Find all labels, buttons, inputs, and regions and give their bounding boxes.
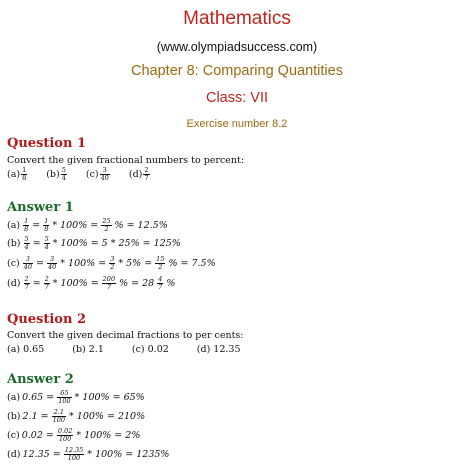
answer-1-a: (a) $\frac{1}{8}$ = $\frac{1}{8}$ * 100% = $\frac{25}{2}$ % = 12.5% (7, 217, 168, 233)
option-a: (a) 0.65 (7, 344, 45, 355)
page-title: Mathematics (183, 8, 291, 29)
option-label: (c) (85, 169, 99, 180)
answer-2-a: (a) 0.65 = $\frac{65}{100}$ * 100% = 65% (7, 389, 145, 405)
question-2-heading: Question 2 (7, 312, 87, 327)
option-label: (d) (128, 169, 143, 180)
option-c (86, 167, 111, 182)
question-1-options (7, 167, 151, 182)
question-1-heading: Question 1 (7, 136, 87, 151)
option-b: (b) 2.1 (72, 344, 104, 355)
answer-2-heading: Answer 2 (7, 372, 74, 387)
option-d: (d) 12.35 (196, 344, 241, 355)
class-label: Class: VII (205, 90, 269, 106)
chapter-title: Chapter 8: Comparing Quantities (131, 63, 343, 79)
fraction: $\frac{2}{7}$ (144, 166, 149, 182)
answer-1-b: (b) $\frac{5}{4}$ = $\frac{5}{4}$ * 100% = 5 * 25% = 125% (7, 235, 181, 251)
question-2-text: Convert the given decimal fractions to per cents: (7, 330, 244, 341)
answer-1-d: (d) $\frac{2}{7}$ = $\frac{2}{7}$ * 100% = $\frac{200}{7}$ % = 28 $\frac{4}{7}$ % (7, 275, 176, 291)
option-d (129, 167, 151, 182)
answer-2-d: (d) 12.35 = $\frac{12.35}{100}$ * 100% = 1235% (7, 446, 170, 462)
option-label: (a) (7, 169, 21, 180)
option-c: (c) 0.02 (131, 344, 169, 355)
question-2-options (7, 344, 241, 355)
answer-2-c: (c) 0.02 = $\frac{0.02}{100}$ * 100% = 2% (7, 427, 141, 443)
fraction: $\frac{1}{8}$ (22, 166, 27, 182)
question-1-text: Convert the given fractional numbers to percent: (7, 155, 245, 166)
answer-2-b: (b) 2.1 = $\frac{2.1}{100}$ * 100% = 210% (7, 408, 146, 424)
option-b (46, 167, 68, 182)
fraction: $\frac{3}{40}$ (100, 166, 109, 182)
answer-1-c: (c) $\frac{3}{40}$ = $\frac{3}{40}$ * 100% = $\frac{3}{2}$ * 5% = $\frac{15}{2}$ % = 7.5% (7, 255, 216, 271)
exercise-label: Exercise number 8.2 (186, 118, 288, 130)
fraction: $\frac{5}{4}$ (61, 166, 66, 182)
option-label: (b) (46, 169, 60, 180)
site-url: (www.olympiadsuccess.com) (156, 40, 318, 54)
answer-1-heading: Answer 1 (7, 200, 74, 215)
option-a (7, 167, 28, 182)
